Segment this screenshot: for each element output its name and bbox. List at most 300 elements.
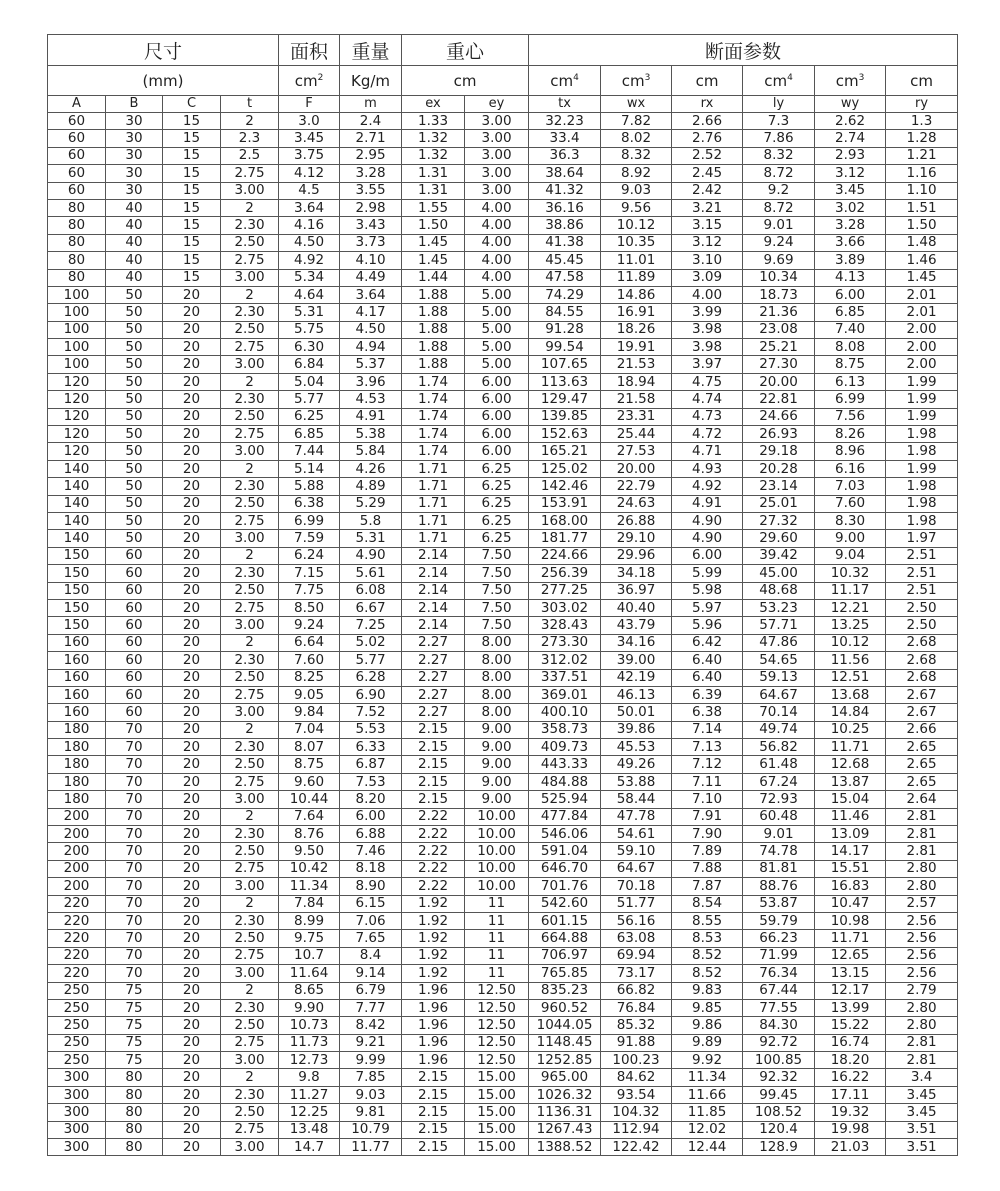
table-cell: 20 (163, 808, 221, 825)
table-cell: 200 (48, 843, 106, 860)
table-cell: 34.18 (601, 565, 672, 582)
table-cell: 9.03 (340, 1086, 402, 1103)
table-cell: 2.30 (221, 999, 279, 1016)
table-cell: 50 (106, 304, 163, 321)
table-cell: 20.00 (743, 373, 815, 390)
table-cell: 18.26 (601, 321, 672, 338)
table-cell: 1.99 (886, 391, 958, 408)
table-cell: 33.4 (529, 130, 601, 147)
table-cell: 2.30 (221, 1086, 279, 1103)
table-cell: 3.00 (221, 1052, 279, 1069)
table-cell: 20 (163, 1069, 221, 1086)
table-cell: 27.32 (743, 512, 815, 529)
table-cell: 4.92 (672, 478, 743, 495)
table-cell: 6.85 (279, 426, 340, 443)
table-cell: 3.00 (221, 791, 279, 808)
table-cell: 8.00 (465, 652, 529, 669)
table-cell: 6.84 (279, 356, 340, 373)
table-cell: 2.51 (886, 565, 958, 582)
table-cell: 8.32 (601, 147, 672, 164)
table-cell: 8.50 (279, 599, 340, 616)
table-cell: 50 (106, 460, 163, 477)
table-cell: 5.84 (340, 443, 402, 460)
table-cell: 29.10 (601, 530, 672, 547)
table-cell: 10.00 (465, 808, 529, 825)
table-cell: 20 (163, 1104, 221, 1121)
table-cell: 8.72 (743, 199, 815, 216)
table-cell: 1044.05 (529, 1017, 601, 1034)
table-cell: 5.77 (279, 391, 340, 408)
table-cell: 76.84 (601, 999, 672, 1016)
table-cell: 1.3 (886, 113, 958, 130)
table-cell: 6.30 (279, 339, 340, 356)
table-cell: 7.86 (743, 130, 815, 147)
table-cell: 11.34 (279, 878, 340, 895)
table-cell: 6.00 (465, 426, 529, 443)
table-cell: 5.00 (465, 356, 529, 373)
table-cell: 7.40 (815, 321, 886, 338)
table-cell: 1.71 (402, 460, 465, 477)
table-cell: 12.51 (815, 669, 886, 686)
table-cell: 13.09 (815, 826, 886, 843)
table-cell: 328.43 (529, 617, 601, 634)
table-cell: 3.55 (340, 182, 402, 199)
table-cell: 5.31 (340, 530, 402, 547)
table-cell: 1.88 (402, 286, 465, 303)
table-row (48, 530, 958, 547)
table-cell: 200 (48, 860, 106, 877)
table-row (48, 217, 958, 234)
table-cell: 1148.45 (529, 1034, 601, 1051)
table-cell: 7.53 (340, 773, 402, 790)
table-cell: 10.98 (815, 912, 886, 929)
unit-cell: $cm^3$ (815, 66, 886, 96)
table-cell: 20 (163, 443, 221, 460)
table-row (48, 478, 958, 495)
table-cell: 7.77 (340, 999, 402, 1016)
table-cell: 3.15 (672, 217, 743, 234)
table-cell: 50 (106, 339, 163, 356)
table-row (48, 460, 958, 477)
table-cell: 9.2 (743, 182, 815, 199)
table-cell: 2.15 (402, 1069, 465, 1086)
table-cell: 2.15 (402, 1086, 465, 1103)
column-header: C (163, 96, 221, 113)
table-cell: 7.3 (743, 113, 815, 130)
table-cell: 7.56 (815, 408, 886, 425)
table-cell: 50 (106, 408, 163, 425)
table-cell: 2.14 (402, 599, 465, 616)
table-cell: 8.02 (601, 130, 672, 147)
table-cell: 20 (163, 321, 221, 338)
table-cell: 50 (106, 356, 163, 373)
table-cell: 14.7 (279, 1139, 340, 1156)
table-cell: 15 (163, 130, 221, 147)
table-cell: 1.71 (402, 530, 465, 547)
table-row (48, 704, 958, 721)
table-cell: 11.56 (815, 652, 886, 669)
table-cell: 646.70 (529, 860, 601, 877)
column-header: ly (743, 96, 815, 113)
table-row (48, 165, 958, 182)
table-cell: 120 (48, 443, 106, 460)
table-cell: 2.80 (886, 878, 958, 895)
table-cell: 70 (106, 808, 163, 825)
table-cell: 4.93 (672, 460, 743, 477)
table-cell: 1.51 (886, 199, 958, 216)
table-cell: 1.92 (402, 912, 465, 929)
table-cell: 7.06 (340, 912, 402, 929)
table-cell: 8.76 (279, 826, 340, 843)
table-cell: 140 (48, 495, 106, 512)
table-cell: 7.75 (279, 582, 340, 599)
table-cell: 6.00 (465, 373, 529, 390)
table-cell: 1.88 (402, 304, 465, 321)
table-cell: 2.68 (886, 652, 958, 669)
table-cell: 100 (48, 321, 106, 338)
table-cell: 1.21 (886, 147, 958, 164)
table-cell: 6.38 (279, 495, 340, 512)
column-header: tx (529, 96, 601, 113)
table-cell: 20 (163, 582, 221, 599)
table-cell: 7.15 (279, 565, 340, 582)
table-cell: 140 (48, 460, 106, 477)
table-cell: 9.83 (672, 982, 743, 999)
table-row (48, 843, 958, 860)
table-cell: 20 (163, 878, 221, 895)
table-row (48, 669, 958, 686)
table-cell: 20 (163, 565, 221, 582)
table-cell: 6.99 (279, 512, 340, 529)
table-cell: 150 (48, 599, 106, 616)
table-cell: 4.92 (279, 252, 340, 269)
table-cell: 1.88 (402, 339, 465, 356)
table-cell: 73.17 (601, 965, 672, 982)
table-cell: 9.69 (743, 252, 815, 269)
table-cell: 400.10 (529, 704, 601, 721)
table-cell: 12.73 (279, 1052, 340, 1069)
table-cell: 1.99 (886, 460, 958, 477)
table-cell: 40 (106, 199, 163, 216)
table-cell: 8.42 (340, 1017, 402, 1034)
table-cell: 2.66 (886, 721, 958, 738)
table-cell: 4.74 (672, 391, 743, 408)
table-cell: 20 (163, 460, 221, 477)
table-cell: 1.55 (402, 199, 465, 216)
table-cell: 12.50 (465, 1017, 529, 1034)
table-cell: 300 (48, 1104, 106, 1121)
table-cell: 1.99 (886, 373, 958, 390)
table-cell: 4.00 (465, 217, 529, 234)
table-cell: 20 (163, 895, 221, 912)
table-cell: 50 (106, 426, 163, 443)
table-cell: 56.16 (601, 912, 672, 929)
table-cell: 3.51 (886, 1139, 958, 1156)
table-cell: 75 (106, 1052, 163, 1069)
table-row (48, 408, 958, 425)
table-cell: 4.90 (672, 530, 743, 547)
table-cell: 8.54 (672, 895, 743, 912)
table-cell: 16.22 (815, 1069, 886, 1086)
table-cell: 20 (163, 826, 221, 843)
table-cell: 100.23 (601, 1052, 672, 1069)
table-cell: 2.42 (672, 182, 743, 199)
table-row (48, 599, 958, 616)
table-cell: 2.30 (221, 565, 279, 582)
table-cell: 1.45 (402, 234, 465, 251)
table-cell: 2.75 (221, 599, 279, 616)
table-cell: 2.4 (340, 113, 402, 130)
table-row (48, 252, 958, 269)
table-cell: 120 (48, 408, 106, 425)
table-cell: 40 (106, 234, 163, 251)
table-cell: 15 (163, 182, 221, 199)
table-row (48, 617, 958, 634)
table-cell: 2.50 (221, 582, 279, 599)
table-cell: 59.10 (601, 843, 672, 860)
table-cell: 7.46 (340, 843, 402, 860)
table-cell: 7.11 (672, 773, 743, 790)
table-cell: 2.75 (221, 1121, 279, 1138)
table-cell: 6.40 (672, 652, 743, 669)
table-cell: 835.23 (529, 982, 601, 999)
table-cell: 20 (163, 669, 221, 686)
header-section-params: 断面参数 (529, 35, 958, 66)
table-cell: 57.71 (743, 617, 815, 634)
table-cell: 220 (48, 965, 106, 982)
table-cell: 9.56 (601, 199, 672, 216)
table-row (48, 512, 958, 529)
table-cell: 2.50 (221, 321, 279, 338)
table-cell: 160 (48, 669, 106, 686)
table-cell: 3.4 (886, 1069, 958, 1086)
table-cell: 66.82 (601, 982, 672, 999)
table-cell: 11 (465, 912, 529, 929)
table-cell: 8.99 (279, 912, 340, 929)
table-cell: 2.80 (886, 999, 958, 1016)
table-cell: 150 (48, 565, 106, 582)
table-cell: 6.40 (672, 669, 743, 686)
table-cell: 1.46 (886, 252, 958, 269)
table-cell: 7.50 (465, 547, 529, 564)
table-cell: 965.00 (529, 1069, 601, 1086)
table-cell: 4.00 (465, 269, 529, 286)
table-cell: 14.17 (815, 843, 886, 860)
table-cell: 2.15 (402, 1104, 465, 1121)
table-cell: 12.44 (672, 1139, 743, 1156)
column-header: t (221, 96, 279, 113)
table-cell: 5.37 (340, 356, 402, 373)
table-cell: 16.91 (601, 304, 672, 321)
table-cell: 6.64 (279, 634, 340, 651)
table-cell: 9.50 (279, 843, 340, 860)
table-cell: 2.98 (340, 199, 402, 216)
table-cell: 49.26 (601, 756, 672, 773)
table-cell: 9.14 (340, 965, 402, 982)
table-cell: 39.42 (743, 547, 815, 564)
table-cell: 85.32 (601, 1017, 672, 1034)
table-cell: 7.85 (340, 1069, 402, 1086)
table-cell: 6.38 (672, 704, 743, 721)
table-cell: 2.50 (886, 599, 958, 616)
table-cell: 20 (163, 912, 221, 929)
table-cell: 4.5 (279, 182, 340, 199)
table-cell: 1.16 (886, 165, 958, 182)
table-cell: 5.75 (279, 321, 340, 338)
table-cell: 20 (163, 495, 221, 512)
table-cell: 11.17 (815, 582, 886, 599)
table-cell: 70 (106, 878, 163, 895)
table-cell: 20 (163, 1139, 221, 1156)
table-cell: 40.40 (601, 599, 672, 616)
table-cell: 60 (106, 547, 163, 564)
column-header: m (340, 96, 402, 113)
table-cell: 2 (221, 1069, 279, 1086)
table-cell: 9.99 (340, 1052, 402, 1069)
table-cell: 2.14 (402, 547, 465, 564)
table-cell: 2.15 (402, 791, 465, 808)
unit-cell: cm (886, 66, 958, 96)
table-cell: 200 (48, 808, 106, 825)
table-row (48, 826, 958, 843)
table-cell: 15 (163, 199, 221, 216)
table-cell: 152.63 (529, 426, 601, 443)
table-cell: 6.39 (672, 686, 743, 703)
table-cell: 153.91 (529, 495, 601, 512)
table-cell: 2.30 (221, 652, 279, 669)
table-cell: 303.02 (529, 599, 601, 616)
table-cell: 1.33 (402, 113, 465, 130)
table-cell: 2.75 (221, 252, 279, 269)
table-cell: 9.01 (743, 217, 815, 234)
table-cell: 337.51 (529, 669, 601, 686)
table-cell: 2.75 (221, 165, 279, 182)
table-cell: 29.60 (743, 530, 815, 547)
unit-cell: $cm^4$ (743, 66, 815, 96)
table-cell: 20 (163, 704, 221, 721)
table-cell: 27.53 (601, 443, 672, 460)
table-row (48, 1034, 958, 1051)
table-cell: 9.60 (279, 773, 340, 790)
table-cell: 7.13 (672, 739, 743, 756)
table-cell: 140 (48, 478, 106, 495)
table-cell: 8.00 (465, 669, 529, 686)
table-cell: 1.92 (402, 930, 465, 947)
table-cell: 3.98 (672, 321, 743, 338)
table-cell: 2 (221, 721, 279, 738)
table-cell: 74.29 (529, 286, 601, 303)
table-cell: 2.56 (886, 965, 958, 982)
header-area: 面积 (279, 35, 340, 66)
table-cell: 9.84 (279, 704, 340, 721)
table-cell: 250 (48, 1052, 106, 1069)
table-cell: 15 (163, 217, 221, 234)
table-cell: 8.00 (465, 686, 529, 703)
table-cell: 12.50 (465, 999, 529, 1016)
table-cell: 8.75 (279, 756, 340, 773)
table-cell: 50 (106, 512, 163, 529)
table-cell: 11.89 (601, 269, 672, 286)
table-cell: 99.45 (743, 1086, 815, 1103)
table-cell: 54.61 (601, 826, 672, 843)
table-row (48, 547, 958, 564)
table-cell: 6.25 (465, 512, 529, 529)
table-cell: 60 (106, 565, 163, 582)
table-cell: 53.88 (601, 773, 672, 790)
table-cell: 5.34 (279, 269, 340, 286)
table-cell: 277.25 (529, 582, 601, 599)
table-row (48, 808, 958, 825)
table-cell: 7.10 (672, 791, 743, 808)
table-cell: 10.12 (815, 634, 886, 651)
table-cell: 3.73 (340, 234, 402, 251)
table-cell: 15.00 (465, 1104, 529, 1121)
table-cell: 7.04 (279, 721, 340, 738)
table-cell: 2.74 (815, 130, 886, 147)
table-cell: 128.9 (743, 1139, 815, 1156)
table-cell: 443.33 (529, 756, 601, 773)
table-cell: 664.88 (529, 930, 601, 947)
table-cell: 50 (106, 495, 163, 512)
table-cell: 1.92 (402, 965, 465, 982)
table-row (48, 686, 958, 703)
table-cell: 75 (106, 999, 163, 1016)
table-cell: 200 (48, 826, 106, 843)
table-cell: 12.50 (465, 1034, 529, 1051)
table-cell: 9.89 (672, 1034, 743, 1051)
table-cell: 2.50 (221, 408, 279, 425)
table-cell: 38.64 (529, 165, 601, 182)
table-cell: 20 (163, 721, 221, 738)
table-cell: 41.38 (529, 234, 601, 251)
table-cell: 409.73 (529, 739, 601, 756)
table-cell: 6.25 (279, 408, 340, 425)
table-cell: 53.23 (743, 599, 815, 616)
table-cell: 160 (48, 704, 106, 721)
table-cell: 2.00 (886, 339, 958, 356)
table-cell: 3.64 (279, 199, 340, 216)
table-cell: 2 (221, 460, 279, 477)
table-cell: 21.58 (601, 391, 672, 408)
table-cell: 3.00 (465, 182, 529, 199)
table-cell: 312.02 (529, 652, 601, 669)
table-cell: 2.22 (402, 860, 465, 877)
table-cell: 7.60 (815, 495, 886, 512)
table-cell: 2 (221, 373, 279, 390)
table-cell: 16.74 (815, 1034, 886, 1051)
table-cell: 20 (163, 739, 221, 756)
table-cell: 2.75 (221, 1034, 279, 1051)
table-cell: 2.76 (672, 130, 743, 147)
table-cell: 107.65 (529, 356, 601, 373)
table-cell: 2.27 (402, 669, 465, 686)
table-cell: 8.4 (340, 947, 402, 964)
table-cell: 56.82 (743, 739, 815, 756)
table-cell: 2.57 (886, 895, 958, 912)
table-cell: 20 (163, 930, 221, 947)
table-cell: 1.50 (402, 217, 465, 234)
table-cell: 2.71 (340, 130, 402, 147)
table-cell: 3.00 (221, 269, 279, 286)
table-cell: 50 (106, 443, 163, 460)
table-cell: 484.88 (529, 773, 601, 790)
table-cell: 10.00 (465, 878, 529, 895)
table-cell: 6.00 (672, 547, 743, 564)
table-cell: 2.22 (402, 843, 465, 860)
table-cell: 11.71 (815, 739, 886, 756)
table-cell: 64.67 (601, 860, 672, 877)
table-cell: 20 (163, 286, 221, 303)
